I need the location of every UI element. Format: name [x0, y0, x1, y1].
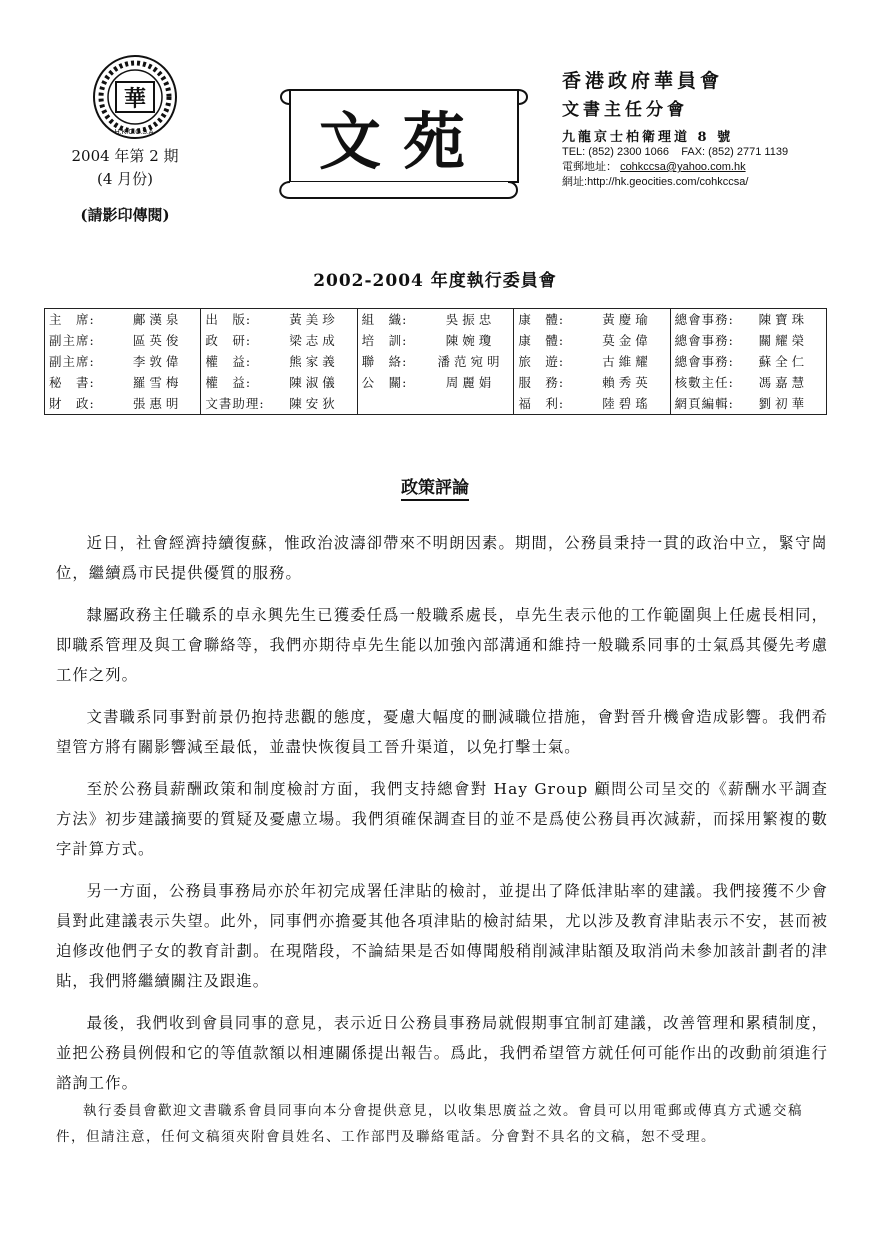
org-fax: FAX: (852) 2771 1139: [681, 146, 789, 158]
email-link[interactable]: cohkccsa@yahoo.com.hk: [620, 161, 746, 173]
article-paragraph: 另一方面，公務員事務局亦於年初完成署任津貼的檢討，並提出了降低津貼率的建議。我們接獲不少會員對此建議表示失望。此外，同事們亦擔憂其他各項津貼的檢討結果，尤以涉及教育津貼表示不安，甚而被迫修改他們子女的教育計劃。在現階段，不論結果是否如傳聞般稍削減津貼額及取消尚未參加該計劃者的津貼，我們將繼續關注及跟進。: [56, 882, 828, 990]
issue-month: (4 月份): [96, 170, 154, 188]
member-role: 服 務:: [518, 375, 565, 390]
member-role: 主 席:: [49, 312, 95, 327]
member-role: 政 研:: [205, 333, 252, 348]
member-name: 羅雪梅: [132, 375, 183, 390]
committee-member: [675, 393, 822, 414]
issue-number: 2004 年第 2 期: [71, 147, 179, 165]
member-name: 陳婉瓊: [445, 333, 496, 348]
committee-member: [205, 351, 352, 372]
member-name: 關耀榮: [758, 333, 809, 348]
member-name: 古維耀: [602, 354, 652, 369]
committee-member: [205, 393, 352, 414]
member-role: 總會事務:: [674, 354, 734, 369]
committee-member: [675, 309, 822, 330]
member-role: 培 訓:: [361, 333, 408, 348]
member-name: 莫金偉: [602, 333, 652, 348]
committee-member: [49, 309, 196, 330]
article-title-text: 政策評論: [401, 478, 469, 501]
member-name: 張惠明: [132, 396, 183, 411]
organization-info: [562, 66, 862, 190]
org-name: 香港政府華員會: [562, 70, 724, 92]
svg-text:華: 華: [123, 86, 147, 112]
article-paragraph: 文書職系同事對前景仍抱持悲觀的態度，憂慮大幅度的刪減職位措施，會對晉升機會造成影響。我們希望管方將有關影響減至最低，並盡快恢復員工晉升渠道，以免打擊士氣。: [56, 708, 828, 756]
article-title: [0, 473, 870, 498]
article-body: [56, 528, 828, 1110]
committee-column: [201, 309, 357, 415]
circulation-note: (請影印傳閱): [80, 206, 170, 224]
member-role: 旅 遊:: [518, 354, 565, 369]
committee-member: [205, 330, 352, 351]
committee-member: [362, 351, 510, 372]
member-name: 潘范宛明: [437, 354, 504, 369]
committee-member: [518, 393, 665, 414]
member-role: 總會事務:: [674, 333, 734, 348]
member-role: 權 益:: [205, 354, 252, 369]
member-name: 李敦偉: [132, 354, 183, 369]
member-name: 吳振忠: [445, 312, 496, 327]
member-name: 蘇全仁: [758, 354, 809, 369]
committee-column: [670, 309, 826, 415]
committee-member: [518, 309, 665, 330]
member-role: 總會事務:: [674, 312, 734, 327]
member-role: 核數主任:: [674, 375, 734, 390]
web-label: 網址:: [562, 176, 588, 188]
committee-column: [514, 309, 670, 415]
member-name: 區英俊: [132, 333, 183, 348]
member-role: 網頁編輯:: [674, 396, 734, 411]
submission-note: 執行委員會歡迎文書職系會員同事向本分會提供意見，以收集思廣益之效。會員可以用電郵或傳真方式遞交稿件，但請注意，任何文稿須夾附會員姓名、工作部門及聯絡電話。分會對不具名的文稿，恕不受理。: [56, 1103, 803, 1145]
logo-text: H.K.C.C.S.A.: [114, 129, 156, 136]
committee-member: [49, 351, 196, 372]
member-name: 劉初華: [758, 396, 809, 411]
committee-member: [675, 372, 822, 393]
member-role: 康 體:: [518, 312, 565, 327]
member-name: 黃慶瑜: [602, 312, 652, 327]
committee-title: 2002-2004 年度執行委員會: [313, 271, 557, 291]
member-name: 陸碧瑤: [602, 396, 652, 411]
committee-member: [205, 372, 352, 393]
committee-member: [362, 372, 510, 393]
committee-member: [675, 330, 822, 351]
member-name: 陳寶珠: [758, 312, 809, 327]
member-role: 出 版:: [205, 312, 252, 327]
member-name: 熊家義: [289, 354, 339, 369]
committee-member: [518, 372, 665, 393]
web-link[interactable]: http://hk.geocities.com/cohkccsa/: [587, 176, 749, 188]
org-tel: TEL: (852) 2300 1066: [562, 146, 670, 158]
committee-member: [205, 309, 352, 330]
member-name: 賴秀英: [602, 375, 652, 390]
article-paragraph: 最後，我們收到會員同事的意見，表示近日公務員事務局就假期事宜制訂建議，改善管理和累積制度，並把公務員例假和它的等值款額以相連關係提出報告。爲此，我們希望管方就任何可能作出的改動前須進行諮詢工作。: [56, 1014, 828, 1092]
committee-member: [518, 330, 665, 351]
committee-member: [518, 351, 665, 372]
member-role: 文書助理:: [205, 396, 265, 411]
article-paragraph: 近日，社會經濟持續復蘇，惟政治波濤卻帶來不明朗因素。期間，公務員秉持一貫的政治中立，緊守崗位，繼續爲市民提供優質的服務。: [56, 534, 828, 582]
masthead-title: 文苑: [318, 105, 487, 178]
org-branch: 文書主任分會: [562, 100, 688, 120]
committee-member: [49, 372, 196, 393]
member-role: 財 政:: [49, 396, 95, 411]
member-role: 聯 絡:: [361, 354, 408, 369]
member-name: 陳安狄: [289, 396, 339, 411]
member-role: 福 利:: [518, 396, 565, 411]
article-paragraph: 隸屬政務主任職系的卓永興先生已獲委任爲一般職系處長，卓先生表示他的工作範圍與上任處長相同，即職系管理及與工會聯絡等，我們亦期待卓先生能以加強內部溝通和維持一般職系同事的士氣爲其優先考慮工作之列。: [56, 606, 828, 684]
committee-member: [362, 309, 510, 330]
member-role: 公 關:: [361, 375, 408, 390]
org-address: 九龍京士柏衛理道 8 號: [562, 130, 734, 145]
committee-member: [675, 351, 822, 372]
committee-table: [44, 308, 827, 415]
member-role: 權 益:: [205, 375, 252, 390]
member-role: 副主席:: [49, 354, 95, 369]
member-name: 梁志成: [289, 333, 339, 348]
member-role: 康 體:: [518, 333, 565, 348]
member-name: 馮嘉慧: [758, 375, 809, 390]
member-name: 周麗娟: [445, 375, 496, 390]
member-role: 秘 書:: [49, 375, 95, 390]
committee-column: [357, 309, 514, 415]
article-paragraph: 至於公務員薪酬政策和制度檢討方面，我們支持總會對 Hay Group 顧問公司呈交的《薪酬水平調查方法》初步建議摘要的質疑及憂慮立場。我們須確保調查目的並不是爲使公務員再次減薪，而採用繁複的數字計算方式。: [56, 780, 828, 858]
committee-member: [49, 330, 196, 351]
email-label: 電郵地址：: [562, 161, 617, 173]
member-role: 副主席:: [49, 333, 95, 348]
association-logo: [92, 54, 178, 140]
member-role: 組 織:: [361, 312, 408, 327]
committee-column: [45, 309, 201, 415]
committee-member: [49, 393, 196, 414]
member-name: 陳淑儀: [289, 375, 339, 390]
member-name: 鄺漢泉: [132, 312, 183, 327]
member-name: 黃美珍: [289, 312, 339, 327]
committee-member: [362, 330, 510, 351]
